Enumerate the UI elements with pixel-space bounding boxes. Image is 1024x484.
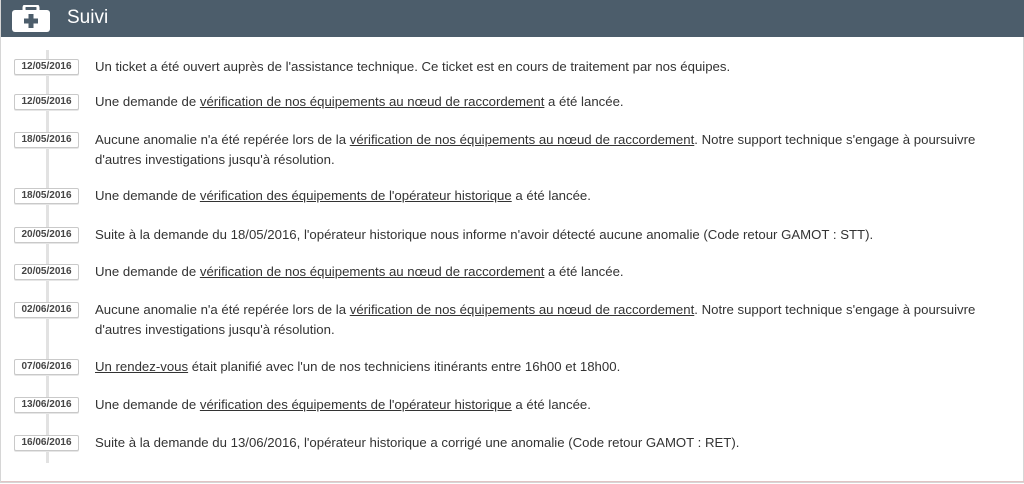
entry-link[interactable]: vérification des équipements de l'opérateur historique	[199, 188, 512, 203]
entry-text-after: a été lancée.	[511, 188, 591, 203]
entry-text-before: Aucune anomalie n'a été repérée lors de la	[95, 302, 350, 317]
entry-text-after: . Notre support technique s'engage à poursuivre d'autres investigations jusqu'à résolution.	[95, 132, 976, 167]
entry-text	[95, 92, 1005, 112]
entry-link[interactable]: vérification de nos équipements au nœud de raccordement	[349, 132, 695, 147]
entry-date-badge: 13/06/2016	[14, 397, 79, 413]
entry-text	[95, 357, 1005, 377]
entry-text-before: Aucune anomalie n'a été repérée lors de la	[95, 132, 350, 147]
entry-text-after: a été lancée.	[544, 94, 624, 109]
panel-title: Suivi	[67, 7, 109, 28]
entry-date-badge: 12/05/2016	[14, 94, 79, 110]
entry-date-badge: 18/05/2016	[14, 132, 79, 148]
entry-text-before: Une demande de	[95, 397, 200, 412]
entry-text-after: était planifié avec l'un de nos techniciens itinérants entre 16h00 et 18h00.	[188, 359, 621, 374]
entry-link[interactable]: vérification de nos équipements au nœud de raccordement	[199, 264, 545, 279]
entry-date-badge: 07/06/2016	[14, 359, 79, 375]
first-aid-kit-icon	[12, 5, 50, 32]
entry-link[interactable]: vérification de nos équipements au nœud de raccordement	[199, 94, 545, 109]
entry-text-before: Une demande de	[95, 94, 200, 109]
entry-date-badge: 20/05/2016	[14, 227, 79, 243]
entry-link[interactable]: Un rendez-vous	[95, 359, 189, 374]
entry-text-after: . Notre support technique s'engage à poursuivre d'autres investigations jusqu'à résolution.	[95, 302, 976, 337]
entry-text-before: Suite à la demande du 13/06/2016, l'opérateur historique a corrigé une anomalie (Code retour GAMOT : RET).	[95, 435, 740, 450]
entry-link[interactable]: vérification de nos équipements au nœud de raccordement	[349, 302, 695, 317]
entry-text	[95, 300, 1005, 340]
entry-date-badge: 02/06/2016	[14, 302, 79, 318]
entry-text	[95, 57, 1005, 77]
entry-text	[95, 130, 1005, 170]
entry-text	[95, 262, 1005, 282]
panel-header	[1, 0, 1024, 37]
entry-text-before: Une demande de	[95, 188, 200, 203]
entry-text	[95, 225, 1005, 245]
entry-date-badge: 18/05/2016	[14, 188, 79, 204]
entry-date-badge: 20/05/2016	[14, 264, 79, 280]
entry-text-before: Un ticket a été ouvert auprès de l'assistance technique. Ce ticket est en cours de traitement par nos équipes.	[95, 59, 731, 74]
entry-link[interactable]: vérification des équipements de l'opérateur historique	[199, 397, 512, 412]
panel-bottom-border	[1, 481, 1024, 482]
entry-text-before: Une demande de	[95, 264, 200, 279]
entry-date-badge: 12/05/2016	[14, 59, 79, 75]
entry-text	[95, 186, 1005, 206]
entry-text-after: a été lancée.	[544, 264, 624, 279]
entry-text	[95, 395, 1005, 415]
entry-text	[95, 433, 1005, 453]
entry-text-after: a été lancée.	[511, 397, 591, 412]
entry-text-before: Suite à la demande du 18/05/2016, l'opérateur historique nous informe n'avoir détecté aucune anomalie (Code retour GAMOT : STT).	[95, 227, 874, 242]
entry-date-badge: 16/06/2016	[14, 435, 79, 451]
